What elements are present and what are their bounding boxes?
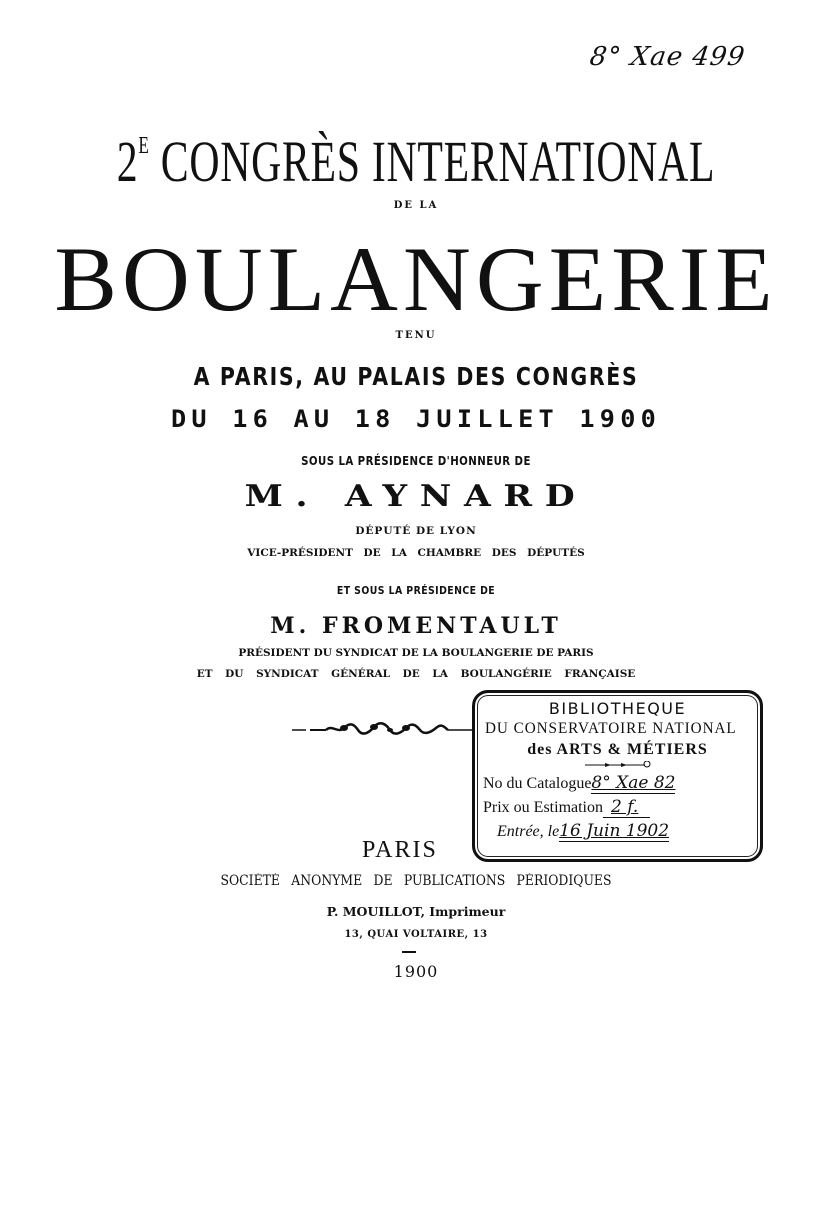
entry-date-handwritten: 16 Juin 1902	[559, 821, 670, 841]
imprint-address: 13, QUAI VOLTAIRE, 13	[344, 929, 488, 940]
stamp-price-row	[483, 797, 650, 818]
main-title: BOULANGERIE	[54, 228, 778, 330]
title-congres-text: CONGRÈS INTERNATIONAL	[149, 129, 716, 194]
price-value-handwritten: 2 f.	[611, 797, 639, 817]
honorary-president-title-2: VICE-PRÉSIDENT DE LA CHAMBRE DES DÉPUTÉS	[247, 547, 585, 559]
ornament-divider-icon	[292, 722, 472, 736]
imprint-printer: P. MOUILLOT, Imprimeur	[326, 904, 506, 919]
title-ordinal: 2	[116, 129, 139, 194]
stamp-arts-metiers-label: des ARTS & MÉTIERS	[527, 741, 708, 758]
catalogue-number-handwritten: 8° Xae 82	[591, 773, 676, 793]
stamp-catalogue-row	[483, 773, 675, 794]
presidency-intro: ET SOUS LA PRÉSIDENCE DE	[336, 584, 496, 597]
honorary-president-name: M. AYNARD	[244, 479, 588, 514]
dates-line: DU 16 AU 18 JUILLET 1900	[170, 405, 662, 433]
venue-line: A PARIS, AU PALAIS DES CONGRÈS	[193, 362, 639, 391]
title-tenu: TENU	[395, 330, 437, 341]
imprint-city: PARIS	[362, 837, 438, 863]
stamp-flourish-icon	[585, 761, 655, 769]
library-stamp	[472, 690, 763, 862]
honorary-president-title-1: DÉPUTÉ DE LYON	[355, 525, 477, 537]
entry-label: Entrée, le	[497, 823, 560, 840]
title-de-la: DE LA	[393, 200, 439, 211]
honorary-presidency-intro: SOUS LA PRÉSIDENCE D'HONNEUR DE	[301, 454, 531, 468]
catalogue-label: No du Catalogue	[483, 775, 592, 792]
title-ordinal-superscript: E	[138, 133, 150, 159]
stamp-conservatoire-label: DU CONSERVATOIRE NATIONAL	[485, 720, 737, 737]
handwritten-shelfmark: 8° Xae 499	[587, 42, 748, 72]
price-label: Prix ou Estimation	[483, 799, 603, 816]
imprint-year: 1900	[393, 962, 439, 981]
stamp-entry-row	[497, 821, 669, 842]
stamp-library-label: BIBLIOTHEQUE	[548, 699, 687, 718]
president-title-2: ET DU SYNDICAT GÉNÉRAL DE LA BOULANGÉRIE FRANÇAISE	[196, 668, 636, 680]
president-name: M. FROMENTAULT	[270, 613, 562, 639]
imprint-publisher: SOCIÉTÉ ANONYME DE PUBLICATIONS PÉRIODIQUES	[220, 873, 612, 889]
divider-dash	[402, 951, 416, 953]
title-line-congres	[116, 128, 715, 195]
president-title-1: PRÉSIDENT DU SYNDICAT DE LA BOULANGERIE DE PARIS	[238, 647, 594, 659]
